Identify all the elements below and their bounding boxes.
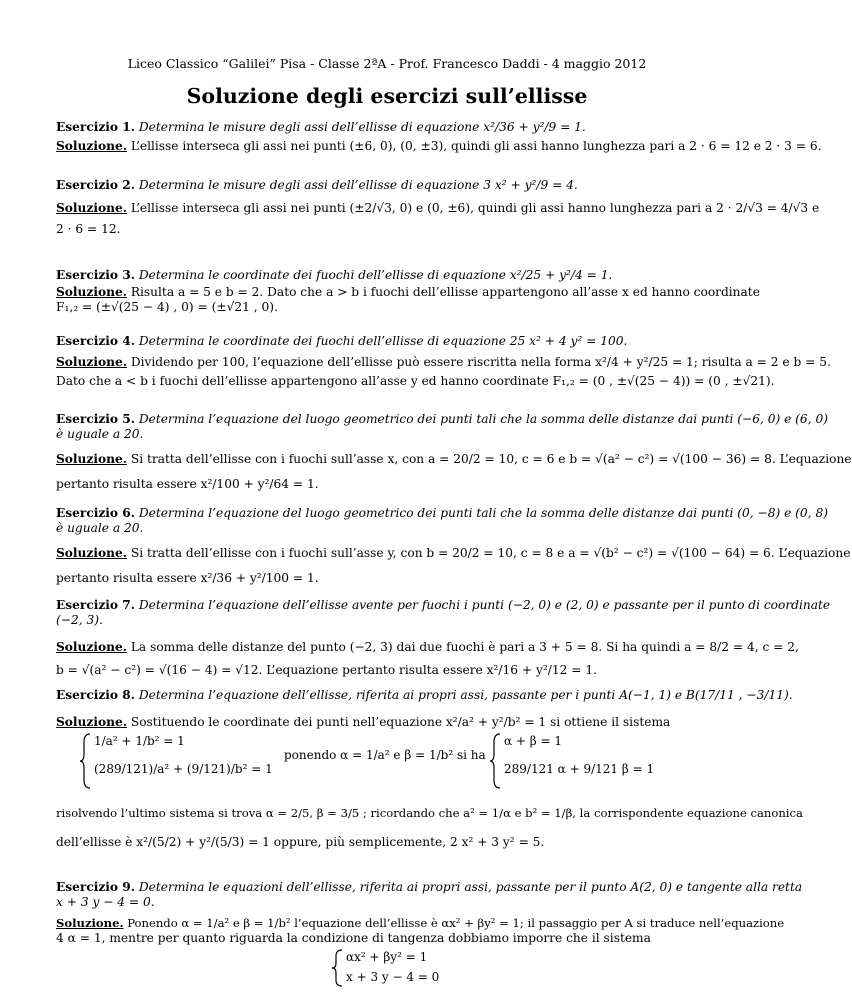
brace-icon	[332, 948, 344, 988]
system-tangent	[346, 950, 439, 984]
page-header: Liceo Classico “Galilei” Pisa - Classe 2ªA - Prof. Francesco Daddi - 4 maggio 2012	[127, 56, 647, 71]
solution-text-cont: F₁,₂ = (±√(25 − 4) , 0) = (±√21 , 0).	[56, 300, 278, 314]
solution-text: Dividendo per 100, l’equazione dell’ellisse può essere riscritta nella forma x²/4 + y²/25 = 1; risulta a = 2 e b = 5.	[130, 355, 831, 369]
solution-text: L’ellisse interseca gli assi nei punti (±6, 0), (0, ±3), quindi gli assi hanno lunghezza pari a 2 · 6 = 12 e 2 · 3 = 6.	[130, 139, 822, 153]
exercise-text: Determina le misure degli assi dell’ellisse di equazione x²/36 + y²/9 = 1.	[138, 120, 586, 134]
solution-text-cont: 4 α = 1, mentre per quanto riguarda la condizione di tangenza dobbiamo imporre che il sistema	[56, 931, 651, 945]
solution-text: Risulta a = 5 e b = 2. Dato che a > b i fuochi dell’ellisse appartengono all’asse x ed hanno coordinate	[130, 285, 760, 299]
brace-icon	[490, 732, 502, 790]
solution-text: L’ellisse interseca gli assi nei punti (±2/√3, 0) e (0, ±6), quindi gli assi hanno lunghezza pari a 2 · 2/√3 = 4/√3 e	[130, 201, 820, 215]
exercise-text-cont: è uguale a 20.	[56, 521, 144, 535]
solution-label: Soluzione.	[56, 715, 127, 729]
exercise-label: Esercizio 5.	[56, 412, 136, 426]
exercise-text: Determina l’equazione dell’ellisse, riferita ai propri assi, passante per i punti A(−1, 1) e B(17/11 , −3/11).	[138, 688, 793, 702]
solution-label: Soluzione.	[56, 452, 127, 466]
solution-text: Ponendo α = 1/a² e β = 1/b² l’equazione dell’ellisse è αx² + βy² = 1; il passaggio per A si traduce nell’equazione	[127, 916, 785, 930]
solution-text-cont: 2 · 6 = 12.	[56, 222, 121, 236]
system-equation: α + β = 1	[504, 734, 563, 748]
exercise-text: Determina l’equazione del luogo geometrico dei punti tali che la somma delle distanze dai punti (0, −8) e (0, 8)	[138, 506, 828, 520]
solution-text: Si tratta dell’ellisse con i fuochi sull’asse x, con a = 20/2 = 10, c = 6 e b = √(a² − c²) = √(100 − 36) = 8. L’equazione	[130, 452, 852, 466]
solution-label: Soluzione.	[56, 355, 127, 369]
system-equation: x + 3 y − 4 = 0	[346, 970, 440, 984]
exercise-text: Determina le coordinate dei fuochi dell’ellisse di equazione x²/25 + y²/4 = 1.	[138, 268, 613, 282]
exercise-2	[56, 178, 820, 237]
exercise-text: Determina le coordinate dei fuochi dell’ellisse di equazione 25 x² + 4 y² = 100.	[138, 334, 628, 348]
substitution-text: ponendo α = 1/a² e β = 1/b² si ha	[284, 748, 486, 762]
exercise-text: Determina l’equazione dell’ellisse avente per fuochi i punti (−2, 0) e (2, 0) e passante per il punto di coordinate	[138, 598, 831, 612]
system-equation: (289/121)/a² + (9/121)/b² = 1	[94, 762, 273, 776]
solution-label: Soluzione.	[56, 640, 127, 654]
solution-text: Sostituendo le coordinate dei punti nell’equazione x²/a² + y²/b² = 1 si ottiene il sistema	[130, 715, 671, 729]
solution-label: Soluzione.	[56, 201, 127, 215]
page-title: Soluzione degli esercizi sull’ellisse	[186, 84, 588, 108]
exercise-1	[56, 120, 822, 154]
exercise-label: Esercizio 4.	[56, 334, 136, 348]
exercise-text-cont: è uguale a 20.	[56, 427, 144, 441]
exercise-9	[56, 880, 803, 946]
solution-text-cont: Dato che a < b i fuochi dell’ellisse appartengono all’asse y ed hanno coordinate F₁,₂ = (0 , ±√(25 − 4)) = (0 , ±√21).	[56, 374, 775, 388]
exercise-label: Esercizio 9.	[56, 880, 136, 894]
exercise-label: Esercizio 1.	[56, 120, 136, 134]
solution-label: Soluzione.	[56, 285, 127, 299]
solution-text: Si tratta dell’ellisse con i fuochi sull’asse y, con b = 20/2 = 10, c = 8 e a = √(b² − c²) = √(100 − 64) = 6. L’equazione	[130, 546, 851, 560]
solution-label: Soluzione.	[56, 139, 127, 153]
exercise-text: Determina le misure degli assi dell’ellisse di equazione 3 x² + y²/9 = 4.	[138, 178, 578, 192]
exercise-label: Esercizio 7.	[56, 598, 136, 612]
exercise-label: Esercizio 6.	[56, 506, 136, 520]
exercise-label: Esercizio 8.	[56, 688, 136, 702]
solution-label: Soluzione.	[56, 916, 124, 930]
exercise-3	[56, 268, 760, 315]
exercise-label: Esercizio 3.	[56, 268, 136, 282]
exercise-text: Determina l’equazione del luogo geometrico dei punti tali che la somma delle distanze dai punti (−6, 0) e (6, 0)	[138, 412, 828, 426]
exercise-8	[56, 688, 793, 730]
solution-text-cont: dell’ellisse è x²/(5/2) + y²/(5/3) = 1 oppure, più semplicemente, 2 x² + 3 y² = 5.	[56, 835, 545, 849]
solution-text: La somma delle distanze del punto (−2, 3) dai due fuochi è pari a 3 + 5 = 8. Si ha quindi a = 8/2 = 4, c = 2,	[130, 640, 799, 654]
system-equation: αx² + βy² = 1	[346, 950, 428, 964]
solution-text-cont: b = √(a² − c²) = √(16 − 4) = √12. L’equazione pertanto risulta essere x²/16 + y²/12 = 1.	[56, 663, 597, 677]
exercise-7	[56, 598, 831, 678]
exercise-8-cont	[56, 806, 803, 850]
brace-icon	[80, 732, 92, 790]
solution-text-cont: pertanto risulta essere x²/36 + y²/100 = 1.	[56, 571, 319, 585]
solution-text-cont: pertanto risulta essere x²/100 + y²/64 = 1.	[56, 477, 319, 491]
solution-label: Soluzione.	[56, 546, 127, 560]
system-right	[504, 734, 654, 776]
exercise-label: Esercizio 2.	[56, 178, 136, 192]
exercise-5	[56, 412, 852, 492]
system-left	[94, 734, 273, 776]
exercise-text-cont: x + 3 y − 4 = 0.	[56, 895, 155, 909]
solution-text-cont: risolvendo l’ultimo sistema si trova α = 2/5, β = 3/5 ; ricordando che a² = 1/α e b² = 1/β, la corrispondente equazione canonica	[56, 806, 803, 820]
system-equation: 289/121 α + 9/121 β = 1	[504, 762, 655, 776]
exercise-text: Determina le equazioni dell’ellisse, riferita ai propri assi, passante per il punto A(2, 0) e tangente alla retta	[138, 880, 803, 894]
exercise-6	[56, 506, 851, 586]
system-equation: 1/a² + 1/b² = 1	[94, 734, 185, 748]
exercise-text-cont: (−2, 3).	[56, 613, 103, 627]
exercise-4	[56, 334, 831, 389]
